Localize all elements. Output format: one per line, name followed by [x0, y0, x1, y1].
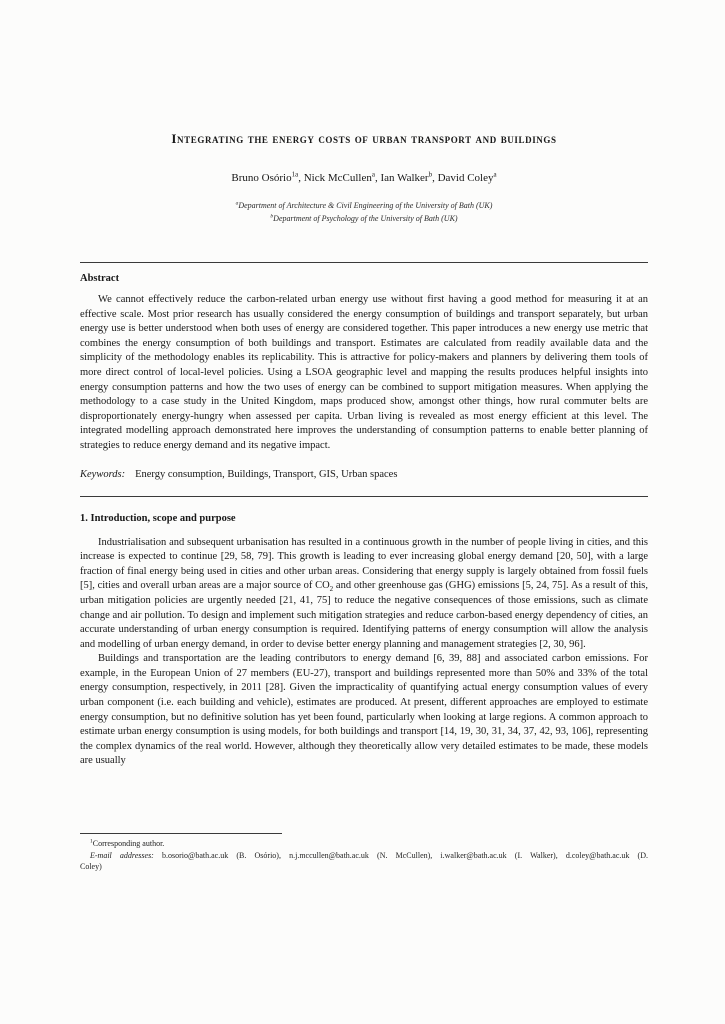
author	[438, 172, 497, 184]
authors-line	[80, 171, 648, 185]
affiliation	[80, 200, 648, 213]
abstract-heading: Abstract	[80, 273, 120, 284]
keywords-list: Energy consumption, Buildings, Transport, GIS, Urban spaces	[135, 468, 398, 480]
paper-title: Integrating the energy costs of urban transport and buildings	[171, 131, 557, 146]
email-addresses-list: b.osorio@bath.ac.uk (B. Osório), n.j.mccullen@bath.ac.uk (N. McCullen), i.walker@bath.ac.uk (I. Walker), d.coley@bath.ac.uk (D. Coley)	[80, 850, 648, 871]
author-separator: ,	[374, 172, 381, 184]
author-name: Bruno Osório	[231, 172, 292, 184]
paragraph-text: and other greenhouse gas (GHG) emissions [5, 24, 75]. As a result of this, urban mitigation policies are urgently needed [21, 41, 75] to reduce the negative consequences of those emissions, such as climate change and air pollution. To design and implement such mitigation strategies and reduce carbon-based energy dependency of cities, an accurate understanding of urban energy consumption is required. Identifying patterns of energy consumption will allow the analysis and modelling of urban energy demand, in order to devise better energy planning and management strategies [2, 30, 96].	[80, 580, 648, 650]
affiliation-mark: b	[270, 212, 274, 219]
corresponding-author-text: Corresponding author.	[92, 839, 165, 848]
author-affiliation-mark: a	[371, 170, 375, 179]
author-separator: ,	[298, 172, 304, 184]
footnote-block	[80, 833, 648, 873]
keywords-label: Keywords:	[80, 468, 126, 480]
affiliation-text: Department of Psychology of the University of Bath (UK)	[273, 213, 458, 223]
email-addresses-label: E-mail addresses:	[90, 850, 154, 860]
author-affiliation-mark: a	[493, 170, 497, 179]
affiliation	[80, 213, 648, 226]
abstract-text: We cannot effectively reduce the carbon-related urban energy use without first having a good method for measuring it at an effective scale. Most prior research has usually considered the energy consumption of buildings and transport separately, but urban energy use is better understood when both uses of energy are considered together. This paper introduces a new energy use metric that combines the energy consumption of both buildings and transport. Estimates are calculated from readily available data and the simplicity of the methodology enables its replicability. This is attractive for policy-makers and planners by delivering them tools of more direct control of local-level policies. Using a LSOA geographic level and mapping the results produces helpful insights into energy consumption patterns and how the two uses of energy can be combined to support mitigation measures. When applying the methodology to a case study in the United Kingdom, maps produced show, amongst other things, how rural commuter belts are disproportionately energy-hungry when assessed per capita. Urban living is revealed as most energy efficient at this level. The integrated modelling approach demonstrated here improves the understanding of consumption patterns to enable better planning of strategies to reduce energy demand and its negative impact.	[80, 294, 648, 451]
footnote-marker: 1	[90, 838, 93, 845]
author	[380, 172, 437, 184]
author-name: Ian Walker	[380, 172, 429, 184]
author-separator: ,	[432, 172, 438, 184]
paragraph	[80, 536, 648, 653]
affiliation-mark: a	[235, 200, 239, 207]
co2-subscript: 2	[329, 585, 334, 594]
author-affiliation-mark: b	[428, 170, 433, 179]
author	[231, 172, 303, 184]
affiliation-text: Department of Architecture & Civil Engineering of the University of Bath (UK)	[238, 201, 493, 210]
footnote-emails	[80, 850, 648, 873]
paragraph: Buildings and transportation are the leading contributors to energy demand [6, 39, 88] and associated carbon emissions. For example, in the European Union of 27 members (EU-27), transport and buildings represented more than 50% and 33% of the total energy consumption, respectively, in 2011 [28]. Given the impracticality of quantifying actual energy consumption values of every urban component (i.e. each building and vehicle), estimates are produced. At present, different approaches are employed to estimate energy consumption, but no definitive solution has yet been found, particularly when looking at large regions. A common approach to estimate urban energy consumption is using models, for both buildings and transport [14, 19, 30, 31, 34, 37, 42, 93, 106], representing the complex dynamics of the real world. However, although they theoretically allow very detailed estimates to be made, these models are usually	[80, 653, 648, 767]
keywords-line	[80, 467, 648, 482]
author-name: David Coley	[437, 172, 494, 184]
author-affiliation-mark: 1a	[291, 170, 299, 179]
abstract-top-rule	[80, 262, 648, 263]
footnote-rule	[80, 833, 282, 834]
section-heading: 1. Introduction, scope and purpose	[80, 512, 236, 524]
affiliations-block	[80, 200, 648, 225]
section-top-rule	[80, 496, 648, 497]
author	[304, 172, 381, 184]
corresponding-author-note	[80, 838, 648, 850]
author-name: Nick McCullen	[303, 172, 372, 184]
paragraph-text: Industrialisation and subsequent urbanisation has resulted in a continuous growth in the number of people living in cities, and this increase is expected to continue [29, 58, 79]. This growth is leading to ever increasing global energy demand [20, 50], with a large fraction of final energy being used in cities and other urban areas. Considering that energy supply is largely obtained from fossil fuels [5], cities and overall urban areas are a major source of CO	[80, 536, 648, 592]
